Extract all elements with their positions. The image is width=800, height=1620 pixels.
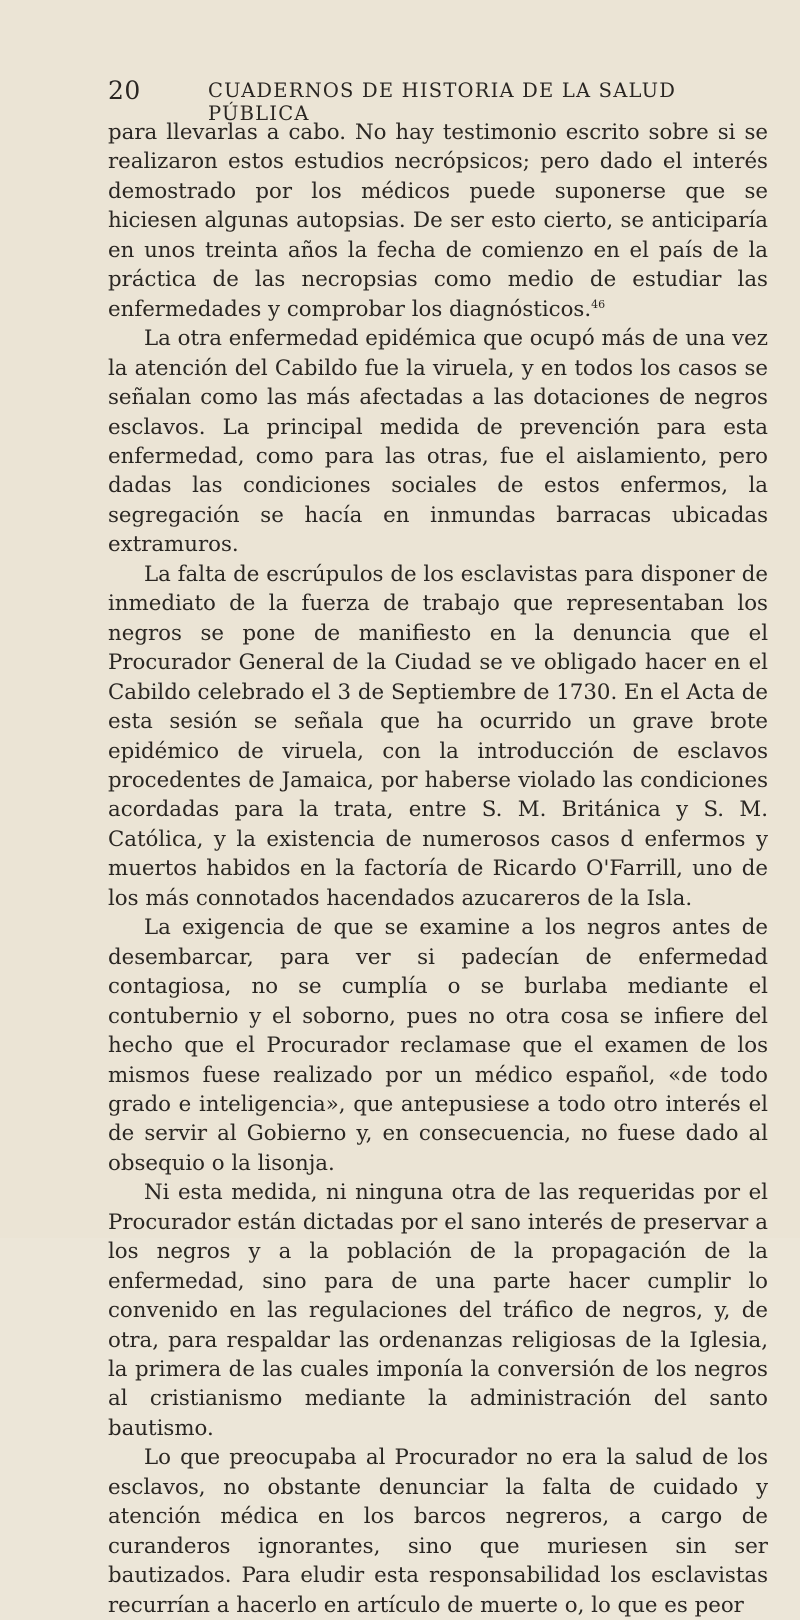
paragraph <box>108 1443 768 1620</box>
paragraph-text: Ni esta medida, ni ninguna otra de las requeridas por el Procurador están dictadas por el sano interés de preservar a los negros y a la población de la propagación de la enfermedad, sino para de una parte hacer cumplir lo convenido en las regulaciones del tráfico de negros, y, de otra, para respaldar las ordenanzas religiosas de la Iglesia, la primera de las cuales imponía la conversión de los negros al cristianismo mediante la administración del santo bautismo. <box>108 1180 768 1441</box>
paragraph <box>108 1178 768 1443</box>
paragraph <box>108 118 768 324</box>
page-number: 20 <box>108 76 141 105</box>
footnote-ref: 46 <box>591 297 606 311</box>
body-text <box>108 118 768 1620</box>
paragraph <box>108 324 768 560</box>
paragraph <box>108 560 768 913</box>
paragraph-text: Lo que preocupaba al Procurador no era la salud de los esclavos, no obstante denunciar la falta de cuidado y atención médica en los barcos negreros, a cargo de curanderos ignorantes, sino que muriesen sin ser bautizados. Para eludir esta responsabilidad los esclavistas recurrían a hacerlo en artículo de muerte o, lo que es peor <box>108 1445 768 1618</box>
page-header <box>108 76 748 125</box>
paragraph-text: La otra enfermedad epidémica que ocupó más de una vez la atención del Cabildo fue la viruela, y en todos los casos se señalan como las más afectadas a las dotaciones de negros esclavos. La principal medida de prevención para esta enfermedad, como para las otras, fue el aislamiento, pero dadas las condiciones sociales de estos enfermos, la segregación se hacía en inmundas barracas ubicadas extramuros. <box>108 326 768 558</box>
paragraph-text: La exigencia de que se examine a los negros antes de desembarcar, para ver si padecían de enfermedad contagiosa, no se cumplía o se burlaba mediante el contubernio y el soborno, pues no otra cosa se infiere del hecho que el Procurador reclamase que el examen de los mismos fuese realizado por un médico español, «de todo grado e inteligencia», que antepusiese a todo otro interés el de servir al Gobierno y, en consecuencia, no fuese dado al obsequio o la lisonja. <box>108 915 768 1176</box>
paragraph-text: La falta de escrúpulos de los esclavistas para disponer de inmediato de la fuerza de trabajo que representaban los negros se pone de manifiesto en la denuncia que el Procurador General de la Ciudad se ve obligado hacer en el Cabildo celebrado el 3 de Septiembre de 1730. En el Acta de esta sesión se señala que ha ocurrido un grave brote epidémico de viruela, con la introducción de esclavos procedentes de Jamaica, por haberse violado las condiciones acordadas para la trata, entre S. M. Británica y S. M. Católica, y la existencia de numerosos casos d enfermos y muertos habidos en la factoría de Ricardo O'Farrill, uno de los más connotados hacendados azucareros de la Isla. <box>108 561 768 911</box>
paragraph-text: para llevarlas a cabo. No hay testimonio escrito sobre si se realizaron estos estudios necrópsicos; pero dado el interés demostrado por los médicos puede suponerse que se hiciesen algunas autopsias. De ser esto cierto, se anticiparía en unos treinta años la fecha de comienzo en el país de la práctica de las necropsias como medio de estudiar las enfermedades y comprobar los diagnósticos. <box>108 120 768 322</box>
running-title: CUADERNOS DE HISTORIA DE LA SALUD PÚBLICA <box>208 79 677 125</box>
paragraph <box>108 913 768 1178</box>
